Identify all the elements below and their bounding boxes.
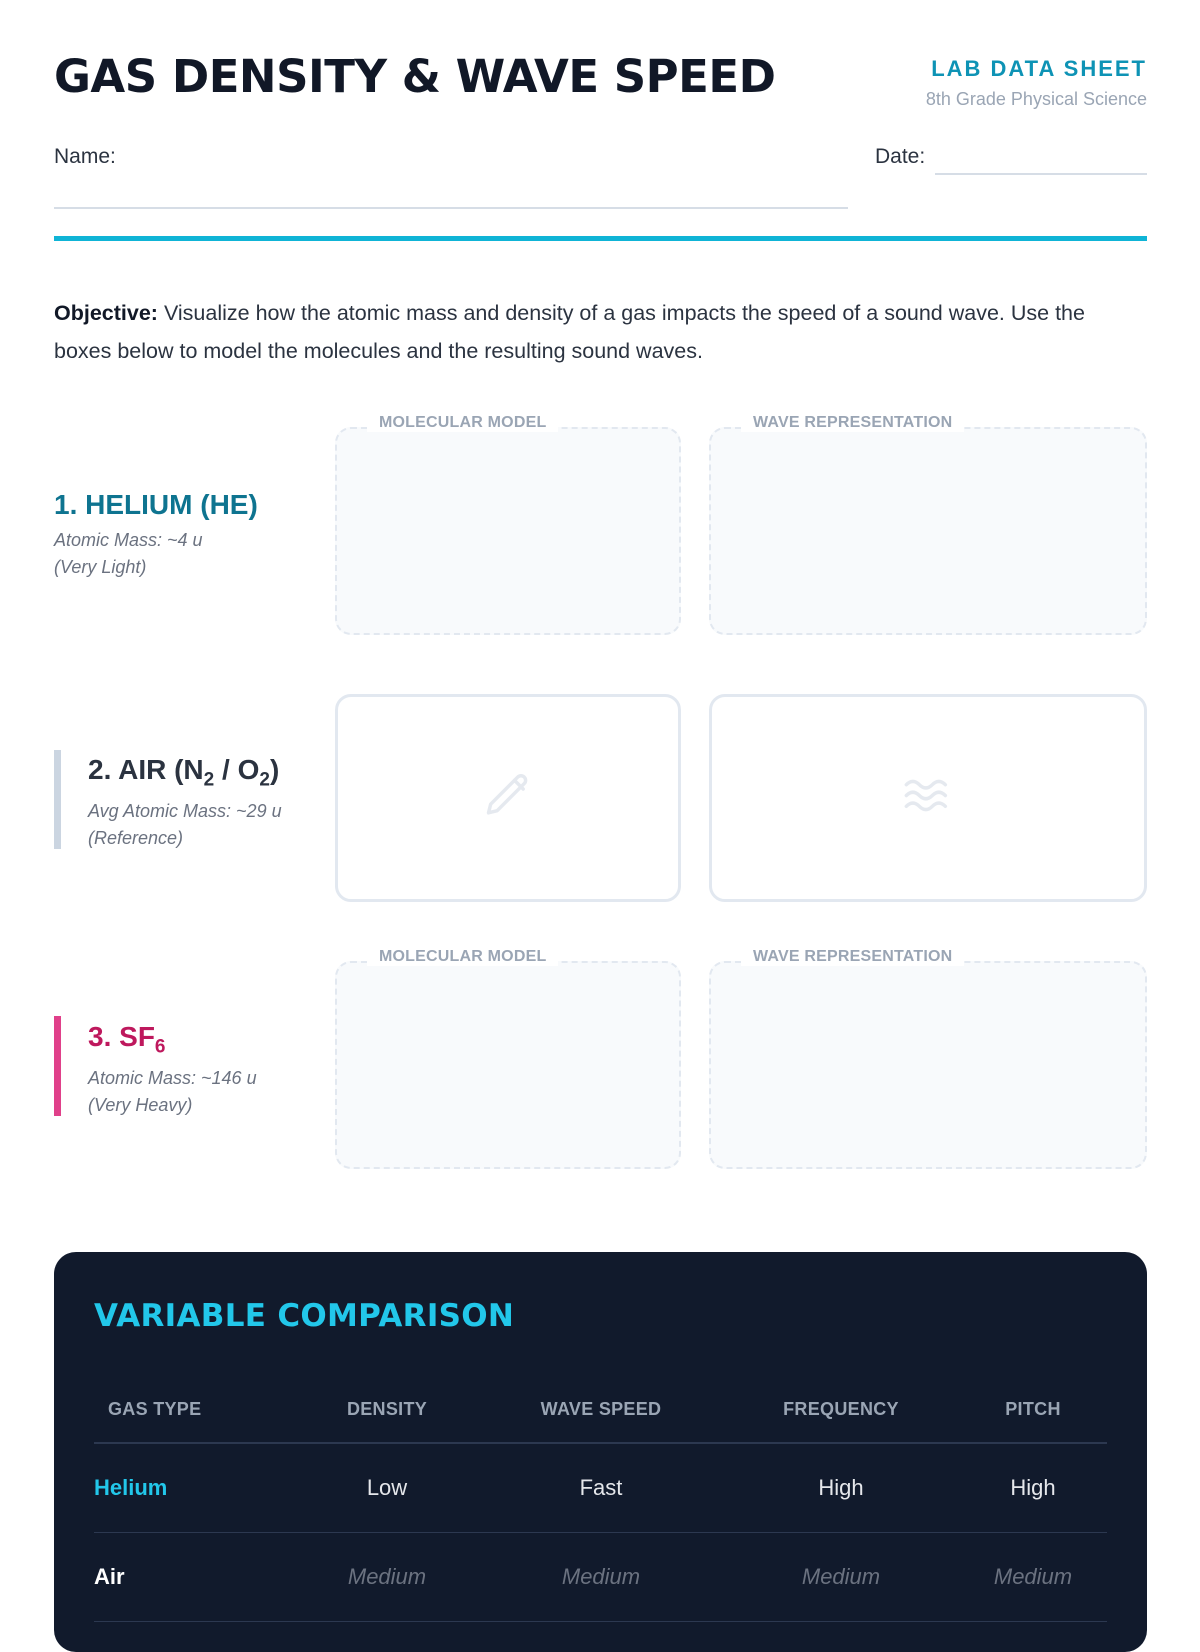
gas-name-text: ) <box>269 754 280 785</box>
box-label-molecular: MOLECULAR MODEL <box>367 414 558 432</box>
gas-row-helium <box>0 414 1200 642</box>
air-molecular-model-box[interactable] <box>335 694 681 902</box>
gas-mass-air <box>88 798 282 852</box>
objective-label: Objective: <box>54 301 158 325</box>
table-row <box>94 1533 1107 1622</box>
panel-title: VARIABLE COMPARISON <box>94 1298 515 1334</box>
name-label: Name: <box>54 145 116 168</box>
table-cell[interactable]: Medium <box>347 1564 427 1589</box>
gas-number: 2. <box>88 754 112 785</box>
gas-mass-line: Atomic Mass: ~146 u <box>88 1067 257 1088</box>
gas-mass-line: Avg Atomic Mass: ~29 u <box>88 800 282 821</box>
gas-type-cell: Air <box>94 1564 125 1589</box>
table-header-row <box>94 1376 1107 1444</box>
gas-info-sf6 <box>88 1021 257 1119</box>
table-cell[interactable]: Fast <box>579 1475 623 1500</box>
gas-mass-sf6 <box>88 1065 257 1119</box>
gas-mass-line: Atomic Mass: ~4 u <box>54 530 203 550</box>
gas-subscript: 6 <box>154 1036 166 1058</box>
table-row <box>94 1444 1107 1533</box>
box-label-wave: WAVE REPRESENTATION <box>741 948 964 966</box>
gas-name-helium <box>54 489 258 521</box>
gas-type-cell: Helium <box>94 1475 168 1500</box>
table-cell[interactable]: High <box>818 1475 864 1500</box>
name-field[interactable] <box>54 207 848 209</box>
waves-icon <box>902 770 954 827</box>
sf6-molecular-model-box[interactable] <box>335 948 681 1169</box>
helium-molecular-model-box[interactable] <box>335 414 681 635</box>
gas-row-air <box>0 694 1200 909</box>
header-divider <box>54 236 1147 241</box>
table-cell[interactable]: Medium <box>993 1564 1073 1589</box>
variable-comparison-panel <box>54 1252 1147 1652</box>
sheet-subtitle: 8th Grade Physical Science <box>925 89 1147 109</box>
gas-number: 1. <box>54 489 78 520</box>
column-header: DENSITY <box>346 1398 428 1419</box>
gas-name-text: / O <box>214 754 260 785</box>
date-label: Date: <box>875 145 926 168</box>
gas-row-sf6 <box>0 948 1200 1176</box>
table-cell[interactable]: Low <box>366 1475 408 1500</box>
table-cell[interactable]: Medium <box>801 1564 881 1589</box>
sf6-accent-bar <box>54 1016 61 1116</box>
pencil-icon <box>482 770 534 827</box>
gas-subscript: 2 <box>203 769 215 791</box>
objective-body: Visualize how the atomic mass and density of a gas impacts the speed of a sound wave. Use the boxes below to model the molecules and the resulting sound waves. <box>54 301 1085 363</box>
date-field[interactable] <box>935 173 1147 175</box>
air-wave-representation-box[interactable] <box>709 694 1147 902</box>
helium-wave-representation-box[interactable] <box>709 414 1147 635</box>
air-accent-bar <box>54 750 61 849</box>
gas-info-helium <box>54 489 258 581</box>
comparison-table <box>94 1376 1107 1622</box>
gas-name-text: HELIUM (HE) <box>85 489 258 520</box>
gas-number: 3. <box>88 1021 112 1052</box>
gas-name-text: SF <box>119 1021 155 1052</box>
box-label-wave: WAVE REPRESENTATION <box>741 414 964 432</box>
table-cell[interactable]: High <box>1010 1475 1056 1500</box>
box-label-molecular: MOLECULAR MODEL <box>367 948 558 966</box>
sheet-label: LAB DATA SHEET <box>931 56 1147 81</box>
page-title: GAS DENSITY & WAVE SPEED <box>54 50 776 103</box>
gas-mass-helium <box>54 527 258 581</box>
column-header: FREQUENCY <box>783 1398 899 1419</box>
table-cell[interactable]: Medium <box>561 1564 641 1589</box>
column-header: WAVE SPEED <box>540 1398 662 1419</box>
sf6-wave-representation-box[interactable] <box>709 948 1147 1169</box>
gas-subscript: 2 <box>259 769 270 791</box>
column-header: PITCH <box>1005 1398 1061 1419</box>
gas-name-text: AIR (N <box>118 754 204 785</box>
objective-text <box>54 294 1147 370</box>
gas-mass-note: (Reference) <box>88 827 184 848</box>
column-header: GAS TYPE <box>108 1398 202 1419</box>
gas-mass-note: (Very Heavy) <box>88 1094 193 1115</box>
gas-name-air <box>88 754 282 792</box>
gas-name-sf6 <box>88 1021 257 1059</box>
gas-info-air <box>88 754 282 852</box>
gas-mass-note: (Very Light) <box>54 557 147 577</box>
